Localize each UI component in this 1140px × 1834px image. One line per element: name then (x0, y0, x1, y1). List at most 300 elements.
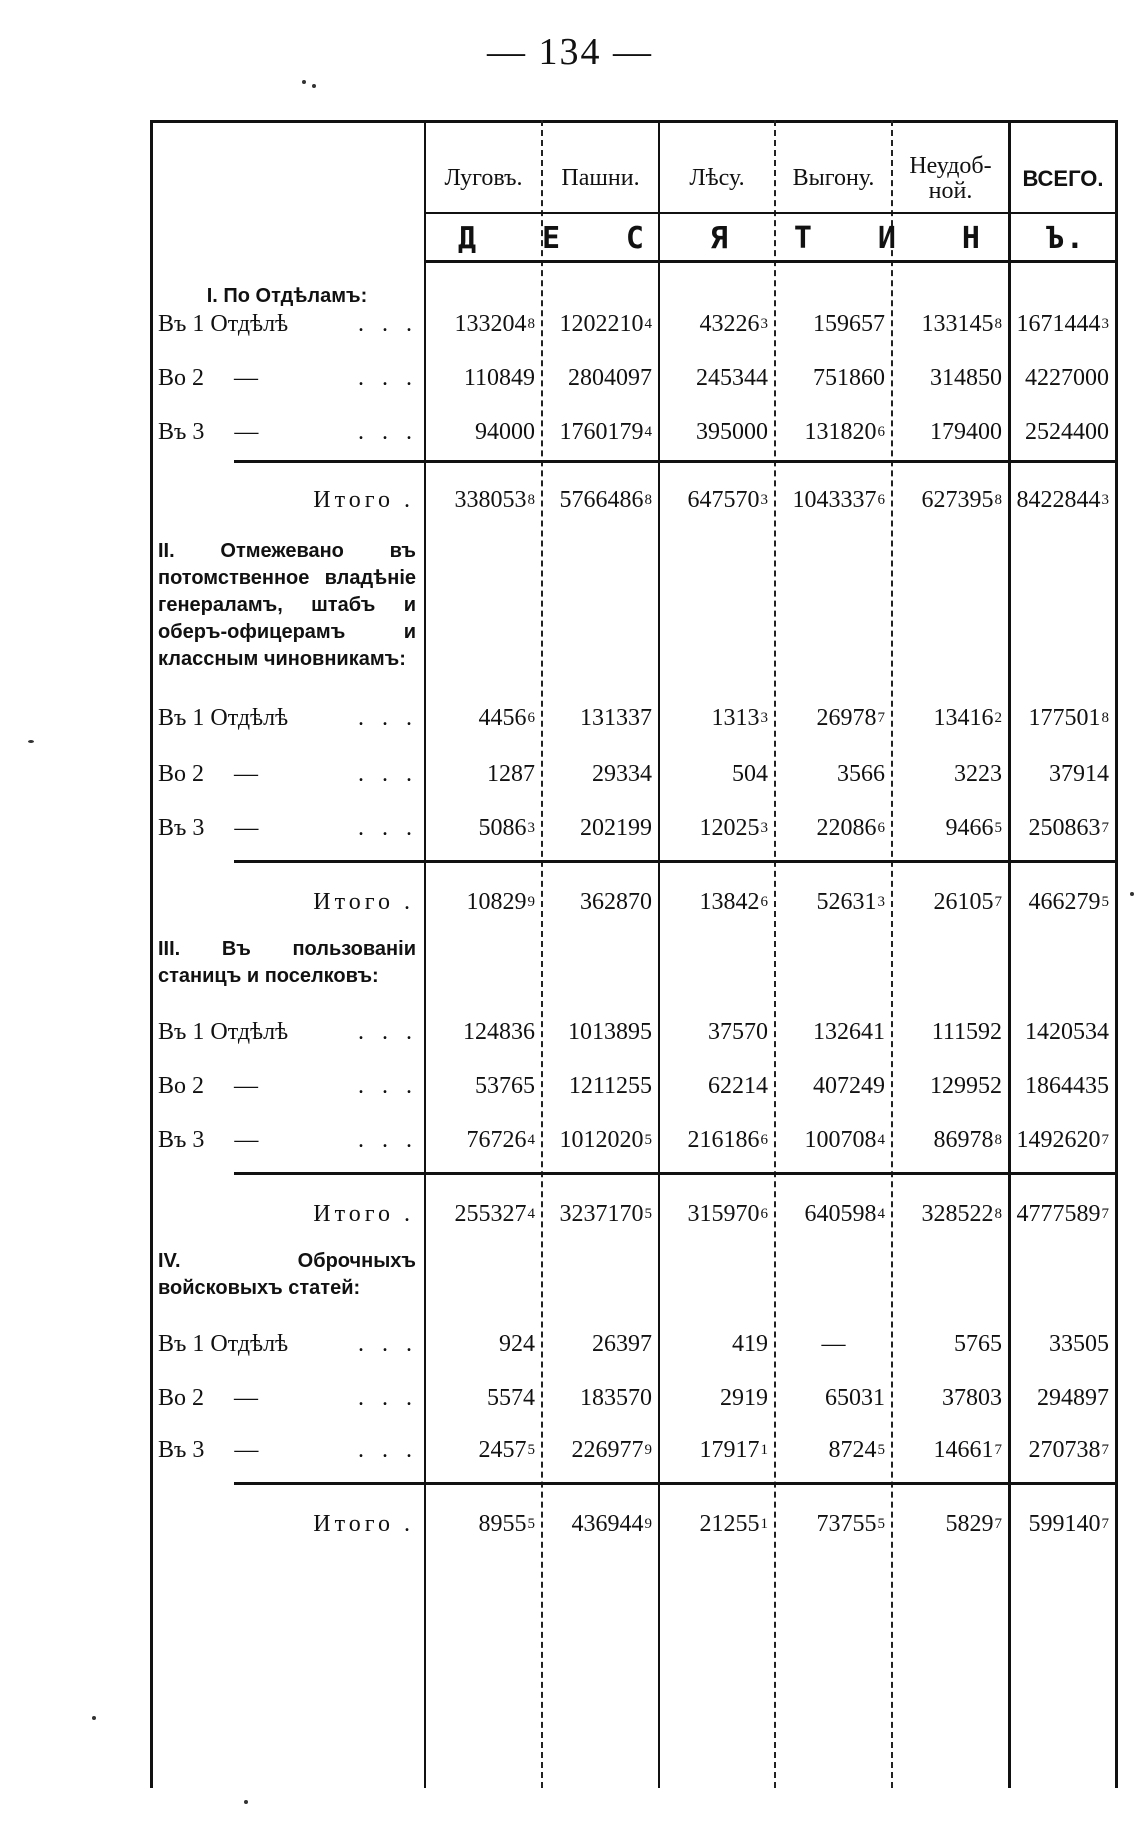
table-cell (543, 808, 658, 848)
row-label (158, 808, 422, 848)
row-label-text: Въ 1 Отдѣлѣ (158, 310, 289, 337)
cell-fraction: 5 (527, 1515, 535, 1532)
cell-value: 1864435 (1025, 1072, 1109, 1099)
cell-value: 177501 (1028, 704, 1101, 731)
cell-fraction: 6 (760, 1131, 768, 1148)
section-title: III. Въ пользованіи станицъ и поселковъ: (158, 938, 416, 987)
total-cell (426, 480, 541, 520)
table-cell (543, 754, 658, 794)
table-cell (543, 1324, 658, 1364)
table-cell (543, 1378, 658, 1418)
table-cell (893, 304, 1008, 344)
cell-value: 3237170 (559, 1200, 644, 1227)
cell-value: 1420534 (1025, 1018, 1109, 1045)
cell-value: 22086 (816, 814, 877, 841)
cell-value: 159657 (813, 310, 885, 337)
table-cell (660, 358, 774, 398)
table-cell (893, 698, 1008, 738)
cell-fraction: 7 (1101, 819, 1109, 836)
cell-value: 627395 (921, 486, 994, 513)
total-cell (660, 480, 774, 520)
cell-value: 53765 (475, 1072, 535, 1099)
table-cell (1011, 1012, 1115, 1052)
table-cell (893, 1012, 1008, 1052)
cell-value: 924 (499, 1330, 535, 1357)
row-label (158, 698, 422, 738)
table-cell (426, 1012, 541, 1052)
subtotal-rule (234, 1482, 1118, 1485)
cell-value: 315970 (687, 1200, 760, 1227)
table-cell (426, 358, 541, 398)
table-cell (660, 1120, 774, 1160)
table-cell (660, 304, 774, 344)
cell-value: 4456 (478, 704, 527, 731)
cell-fraction: 4 (644, 315, 652, 332)
cell-fraction: 5 (877, 1515, 885, 1532)
leader-dots: . . . (358, 310, 418, 337)
table-cell (1011, 698, 1115, 738)
unit-letter: И (877, 220, 898, 256)
cell-value: 124836 (463, 1018, 535, 1045)
leader-dots: . . . (358, 1126, 418, 1153)
row-label-text: Въ 1 Отдѣлѣ (158, 1330, 289, 1357)
table-cell (893, 358, 1008, 398)
cell-value: 466279 (1028, 888, 1101, 915)
cell-value: 100708 (804, 1126, 877, 1153)
total-label: Итого . (313, 486, 414, 513)
table-cell (1011, 304, 1115, 344)
cell-fraction: 7 (1101, 1441, 1109, 1458)
cell-value: 10829 (466, 888, 527, 915)
cell-fraction: 5 (994, 819, 1002, 836)
cell-value: 183570 (580, 1384, 652, 1411)
cell-fraction: 7 (877, 709, 885, 726)
cell-value: 33505 (1049, 1330, 1109, 1357)
cell-value: 37570 (708, 1018, 768, 1045)
cell-fraction: 3 (760, 819, 768, 836)
top-rule (150, 120, 1118, 123)
col-header-waste: Неудоб- ной. (909, 152, 992, 204)
cell-fraction: 4 (527, 1205, 535, 1222)
row-label (158, 1378, 422, 1418)
cell-value: 1012020 (559, 1126, 644, 1153)
table-cell (776, 1012, 891, 1052)
cell-value: 133145 (921, 310, 994, 337)
cell-value: 3223 (954, 760, 1002, 787)
cell-fraction: 7 (994, 893, 1002, 910)
cell-value: 37914 (1049, 760, 1109, 787)
cell-fraction: 6 (760, 1205, 768, 1222)
col-header-total: ВСЕГО. (1022, 166, 1104, 192)
total-cell (660, 882, 774, 922)
table-cell (1011, 358, 1115, 398)
cell-fraction: 9 (644, 1515, 652, 1532)
row-label-text: Въ 3 — (158, 814, 259, 841)
row-label-text: Во 2 — (158, 1384, 259, 1411)
table-cell (776, 1378, 891, 1418)
cell-fraction: 6 (877, 819, 885, 836)
total-cell (1011, 480, 1115, 520)
cell-fraction: 8 (994, 1205, 1002, 1222)
table-cell (893, 1324, 1008, 1364)
total-cell (893, 882, 1008, 922)
cell-value: 73755 (816, 1510, 877, 1537)
cell-fraction: 8 (994, 315, 1002, 332)
table-cell (1011, 1066, 1115, 1106)
cell-value: 3566 (837, 760, 885, 787)
cell-fraction: 8 (994, 1131, 1002, 1148)
unit-letter: Я (709, 220, 730, 256)
cell-value: 8422844 (1016, 486, 1101, 513)
total-cell (543, 1194, 658, 1234)
cell-value: 2457 (478, 1436, 527, 1463)
total-cell (660, 1194, 774, 1234)
cell-value: 751860 (813, 364, 885, 391)
total-cell (1011, 1504, 1115, 1544)
total-label: Итого . (313, 1510, 414, 1537)
cell-value: 328522 (921, 1200, 994, 1227)
table-cell (660, 1430, 774, 1470)
speck (302, 80, 306, 84)
unit-label-desyatin (426, 216, 1118, 260)
row-label (158, 304, 422, 344)
row-label (158, 1430, 422, 1470)
cell-value: 8724 (828, 1436, 877, 1463)
table-cell (893, 754, 1008, 794)
right-rule (1115, 120, 1118, 1788)
table-cell (776, 754, 891, 794)
section-title: I. По Отдѣламъ: (206, 284, 368, 307)
table-cell (776, 808, 891, 848)
table-cell (893, 1066, 1008, 1106)
cell-value: 1760179 (559, 418, 644, 445)
table-cell (426, 1120, 541, 1160)
cell-value: 226977 (571, 1436, 644, 1463)
cell-fraction: 8 (994, 491, 1002, 508)
row-label-text: Во 2 — (158, 364, 259, 391)
cell-fraction: 5 (644, 1205, 652, 1222)
cell-value: 37803 (942, 1384, 1002, 1411)
section-title: IV. Оброчныхъ войсковыхъ статей: (158, 1250, 416, 1299)
table-cell (660, 808, 774, 848)
cell-fraction: 7 (994, 1441, 1002, 1458)
cell-value: 17917 (699, 1436, 760, 1463)
row-label-text: Во 2 — (158, 760, 259, 787)
cell-fraction: 3 (877, 893, 885, 910)
table-cell (660, 1012, 774, 1052)
cell-fraction: 8 (527, 315, 535, 332)
cell-value: 13842 (699, 888, 760, 915)
subtotal-rule (234, 1172, 1118, 1175)
total-cell (893, 1504, 1008, 1544)
leader-dots: . . . (358, 1072, 418, 1099)
cell-value: 4777589 (1016, 1200, 1101, 1227)
table-cell (426, 412, 541, 452)
cell-value: 132641 (813, 1018, 885, 1045)
table-cell (543, 1012, 658, 1052)
cell-fraction: 3 (760, 315, 768, 332)
table-cell (1011, 1378, 1115, 1418)
unit-letter: Ъ. (1045, 220, 1086, 256)
total-cell (893, 480, 1008, 520)
cell-value: 110849 (463, 364, 535, 391)
cell-value: 133204 (454, 310, 527, 337)
statistics-table (150, 120, 1118, 1788)
total-cell (660, 1504, 774, 1544)
header-bottom-rule (424, 260, 1118, 263)
table-cell (893, 1430, 1008, 1470)
cell-value: 5086 (478, 814, 527, 841)
cell-value: 1492620 (1016, 1126, 1101, 1153)
page-number: — 134 — (487, 31, 653, 73)
cell-fraction: 4 (527, 1131, 535, 1148)
table-cell (893, 1120, 1008, 1160)
table-cell (543, 304, 658, 344)
cell-value: 395000 (696, 418, 768, 445)
table-cell (426, 808, 541, 848)
cell-value: 12025 (699, 814, 760, 841)
cell-value: 131337 (580, 704, 652, 731)
cell-value: 250863 (1028, 814, 1101, 841)
cell-value: 29334 (592, 760, 652, 787)
leader-dots: . . . (358, 1384, 418, 1411)
leader-dots: . . . (358, 814, 418, 841)
cell-value: 52631 (816, 888, 877, 915)
cell-fraction: 6 (877, 423, 885, 440)
row-label-text: Въ 1 Отдѣлѣ (158, 704, 289, 731)
table-cell (776, 1120, 891, 1160)
cell-fraction: 4 (644, 423, 652, 440)
cell-fraction: 7 (1101, 1131, 1109, 1148)
table-cell (776, 358, 891, 398)
cell-fraction: 5 (877, 1441, 885, 1458)
leader-dots: . . . (358, 1436, 418, 1463)
total-cell (776, 1504, 891, 1544)
cell-value: 436944 (571, 1510, 644, 1537)
cell-value: 4227000 (1025, 364, 1109, 391)
table-cell (660, 754, 774, 794)
unit-letter: С (625, 220, 646, 256)
section-title: II. Отмежевано въ потомственное владѣніе генераламъ, штабъ и оберъ-офицерамъ и классным чиновникамъ: (158, 540, 416, 670)
table-cell (1011, 754, 1115, 794)
table-cell (426, 1066, 541, 1106)
row-label-text: Въ 1 Отдѣлѣ (158, 1018, 289, 1045)
table-cell (1011, 1120, 1115, 1160)
cell-fraction: 2 (994, 709, 1002, 726)
table-cell (543, 358, 658, 398)
cell-fraction: 8 (1101, 709, 1109, 726)
cell-fraction: 3 (1101, 491, 1109, 508)
table-cell (660, 698, 774, 738)
speck (244, 1800, 248, 1804)
cell-value: 2919 (720, 1384, 768, 1411)
row-label-text: Въ 3 — (158, 1436, 259, 1463)
total-cell (543, 1504, 658, 1544)
total-cell (543, 480, 658, 520)
cell-value: 407249 (813, 1072, 885, 1099)
speck (1130, 892, 1134, 896)
cell-value: 94000 (475, 418, 535, 445)
row-label (158, 358, 422, 398)
table-cell (776, 304, 891, 344)
table-cell (426, 304, 541, 344)
cell-fraction: 9 (527, 893, 535, 910)
row-label-text: Въ 3 — (158, 1126, 259, 1153)
cell-value: 270738 (1028, 1436, 1101, 1463)
table-cell (893, 1378, 1008, 1418)
table-cell (776, 1324, 891, 1364)
row-label (158, 1066, 422, 1106)
cell-value: 5765 (954, 1330, 1002, 1357)
cell-fraction: 3 (760, 491, 768, 508)
cell-value: — (821, 1330, 846, 1357)
total-cell (1011, 882, 1115, 922)
table-cell (543, 1120, 658, 1160)
cell-fraction: 6 (877, 491, 885, 508)
leader-dots: . . . (358, 364, 418, 391)
subtotal-rule (234, 460, 1118, 463)
leader-dots: . . . (358, 704, 418, 731)
table-cell (660, 1378, 774, 1418)
row-label-text: Въ 3 — (158, 418, 259, 445)
col-header-forest: Лѣсу. (689, 165, 745, 192)
leader-dots: . . . (358, 1330, 418, 1357)
cell-fraction: 6 (527, 709, 535, 726)
table-cell (660, 412, 774, 452)
speck (92, 1716, 96, 1720)
cell-value: 647570 (687, 486, 760, 513)
unit-letter: Е (541, 220, 562, 256)
col-header-meadow: Луговъ. (444, 165, 523, 192)
row-label (158, 1012, 422, 1052)
table-cell (1011, 1430, 1115, 1470)
cell-value: 5574 (487, 1384, 535, 1411)
leader-dots: . . . (358, 418, 418, 445)
cell-fraction: 5 (1101, 893, 1109, 910)
cell-value: 255327 (454, 1200, 527, 1227)
table-cell (1011, 412, 1115, 452)
total-cell (1011, 1194, 1115, 1234)
cell-value: 5829 (945, 1510, 994, 1537)
table-cell (426, 1430, 541, 1470)
cell-fraction: 3 (760, 709, 768, 726)
row-label (158, 754, 422, 794)
total-cell (893, 1194, 1008, 1234)
table-cell (426, 698, 541, 738)
cell-fraction: 6 (760, 893, 768, 910)
table-cell (426, 1378, 541, 1418)
cell-value: 1211255 (568, 1072, 652, 1099)
table-cell (776, 412, 891, 452)
unit-letter: Н (961, 220, 982, 256)
cell-value: 2804097 (568, 364, 652, 391)
cell-value: 1313 (711, 704, 760, 731)
cell-value: 599140 (1028, 1510, 1101, 1537)
cell-value: 129952 (930, 1072, 1002, 1099)
cell-value: 86978 (933, 1126, 994, 1153)
cell-fraction: 4 (877, 1205, 885, 1222)
total-cell (776, 480, 891, 520)
cell-value: 294897 (1037, 1384, 1109, 1411)
cell-value: 2524400 (1025, 418, 1109, 445)
table-cell (543, 412, 658, 452)
cell-fraction: 3 (1101, 315, 1109, 332)
cell-value: 14661 (933, 1436, 994, 1463)
cell-value: 1202210 (559, 310, 644, 337)
cell-value: 1013895 (568, 1018, 652, 1045)
leader-dots: . . . (358, 1018, 418, 1045)
cell-value: 111592 (931, 1018, 1002, 1045)
header-rule (424, 212, 1118, 214)
cell-value: 9466 (945, 814, 994, 841)
cell-value: 26397 (592, 1330, 652, 1357)
table-cell (893, 412, 1008, 452)
cell-fraction: 4 (877, 1131, 885, 1148)
cell-fraction: 8 (527, 491, 535, 508)
row-label (158, 1120, 422, 1160)
table-cell (776, 1066, 891, 1106)
table-cell (426, 754, 541, 794)
total-cell (776, 1194, 891, 1234)
cell-value: 362870 (580, 888, 652, 915)
cell-fraction: 3 (527, 819, 535, 836)
table-cell (543, 698, 658, 738)
cell-value: 504 (732, 760, 768, 787)
cell-value: 26105 (933, 888, 994, 915)
cell-value: 8955 (478, 1510, 527, 1537)
table-cell (893, 808, 1008, 848)
total-cell (426, 1504, 541, 1544)
leader-dots: . . . (358, 760, 418, 787)
row-label-text: Во 2 — (158, 1072, 259, 1099)
cell-fraction: 7 (1101, 1515, 1109, 1532)
cell-value: 62214 (708, 1072, 768, 1099)
table-cell (660, 1324, 774, 1364)
cell-fraction: 1 (760, 1441, 768, 1458)
cell-value: 179400 (930, 418, 1002, 445)
cell-value: 1671444 (1016, 310, 1101, 337)
cell-value: 1287 (487, 760, 535, 787)
cell-value: 21255 (699, 1510, 760, 1537)
table-cell (543, 1066, 658, 1106)
row-label (158, 1324, 422, 1364)
total-label: Итого . (313, 888, 414, 915)
cell-fraction: 7 (994, 1515, 1002, 1532)
cell-value: 338053 (454, 486, 527, 513)
table-cell (776, 1430, 891, 1470)
table-cell (1011, 808, 1115, 848)
cell-fraction: 1 (760, 1515, 768, 1532)
col-header-arable: Пашни. (561, 165, 640, 192)
cell-value: 245344 (696, 364, 768, 391)
total-cell (426, 882, 541, 922)
cell-fraction: 9 (644, 1441, 652, 1458)
cell-value: 216186 (687, 1126, 760, 1153)
col-header-pasture: Выгону. (792, 165, 875, 192)
cell-value: 314850 (930, 364, 1002, 391)
cell-value: 419 (732, 1330, 768, 1357)
unit-letter: Д (457, 220, 479, 256)
row-label (158, 412, 422, 452)
unit-letter: Т (793, 220, 814, 256)
total-label: Итого . (313, 1200, 414, 1227)
total-cell (776, 882, 891, 922)
speck (312, 84, 316, 88)
cell-value: 202199 (580, 814, 652, 841)
table-cell (543, 1430, 658, 1470)
cell-fraction: 5 (644, 1131, 652, 1148)
cell-fraction: 7 (1101, 1205, 1109, 1222)
